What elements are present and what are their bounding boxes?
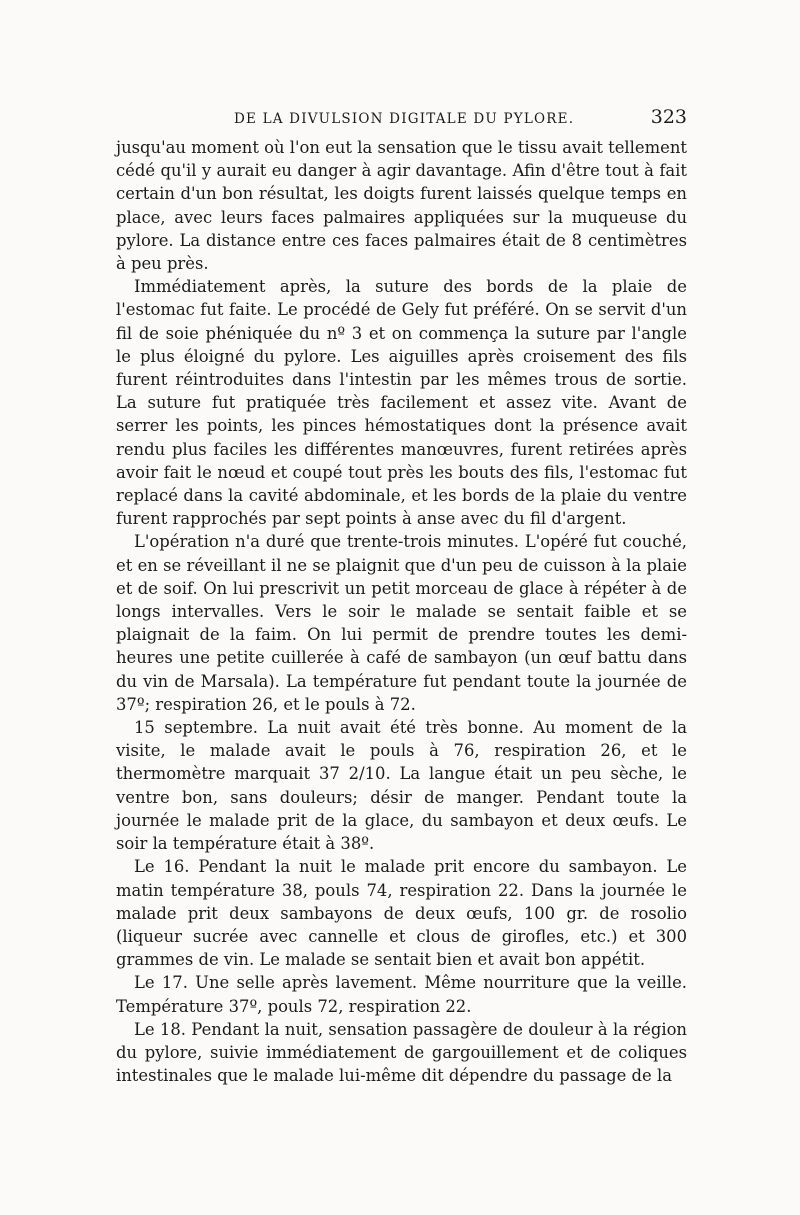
running-title: DE LA DIVULSION DIGITALE DU PYLORE. <box>234 111 575 127</box>
paragraph-suture: Immédiatement après, la suture des bords de la plaie de l'estomac fut faite. Le procédé de Gely fut préféré. On se servit d'un fil de soie phéniquée du nº 3 et on commença la suture par l'angle le plus éloigné du pylore. Les aiguilles après croisement des fils furent réintroduites dans l'intestin par les mêmes trous de sortie. La suture fut pratiquée très facilement et assez vite. Avant de serrer les points, les pinces hémostatiques dont la présence avait rendu plus faciles les différentes manœuvres, furent retirées après avoir fait le nœud et coupé tout près les bouts des fils, l'estomac fut replacé dans la cavité abdominale, et les bords de la plaie du ventre furent rapprochés par sept points à anse avec du fil d'argent. <box>116 277 687 529</box>
paragraph-operation: L'opération n'a duré que trente-trois minutes. L'opéré fut couché, et en se réveillant il ne se plaignit que d'un peu de cuisson à la plaie et de soif. On lui prescrivit un petit morceau de glace à répéter à de longs intervalles. Vers le soir le malade se sentait faible et se plaignait de la faim. On lui permit de prendre toutes les demi-heures une petite cuillerée à café de sambayon (un œuf battu dans du vin de Marsala). La température fut pendant toute la journée de 37º; respiration 26, et le pouls à 72. <box>116 532 687 714</box>
running-head <box>116 100 687 136</box>
page-number: 323 <box>650 106 687 128</box>
paragraph-15-september: 15 septembre. La nuit avait été très bonne. Au moment de la visite, le malade avait le pouls à 76, respiration 26, et le thermomètre marquait 37 2/10. La langue était un peu sèche, le ventre bon, sans douleurs; désir de manger. Pendant toute la journée le malade prit de la glace, du sambayon et deux œufs. Le soir la température était à 38º. <box>116 718 687 854</box>
paragraph-continuation: jusqu'au moment où l'on eut la sensation que le tissu avait tellement cédé qu'il y aurait eu danger à agir davantage. Afin d'être tout à fait certain d'un bon résultat, les doigts furent laissés quelque temps en place, avec leurs faces palmaires appliquées sur la muqueuse du pylore. La distance entre ces faces palmaires était de 8 centimètres à peu près. <box>116 138 687 274</box>
paragraph-le-16: Le 16. Pendant la nuit le malade prit encore du sambayon. Le matin température 38, pouls 74, respiration 22. Dans la journée le malade prit deux sambayons de deux œufs, 100 gr. de rosolio (liqueur sucrée avec cannelle et clous de girofles, etc.) et 300 grammes de vin. Le malade se sentait bien et avait bon appétit. <box>116 857 687 970</box>
paragraph-le-18: Le 18. Pendant la nuit, sensation passagère de douleur à la région du pylore, suivie immédiatement de gargouillement et de coliques intestinales que le malade lui-même dit dépendre du passage de la <box>116 1019 687 1086</box>
paragraph-le-17: Le 17. Une selle après lavement. Même nourriture que la veille. Température 37º, pouls 72, respiration 22. <box>116 973 687 1016</box>
text-block <box>116 100 687 1087</box>
